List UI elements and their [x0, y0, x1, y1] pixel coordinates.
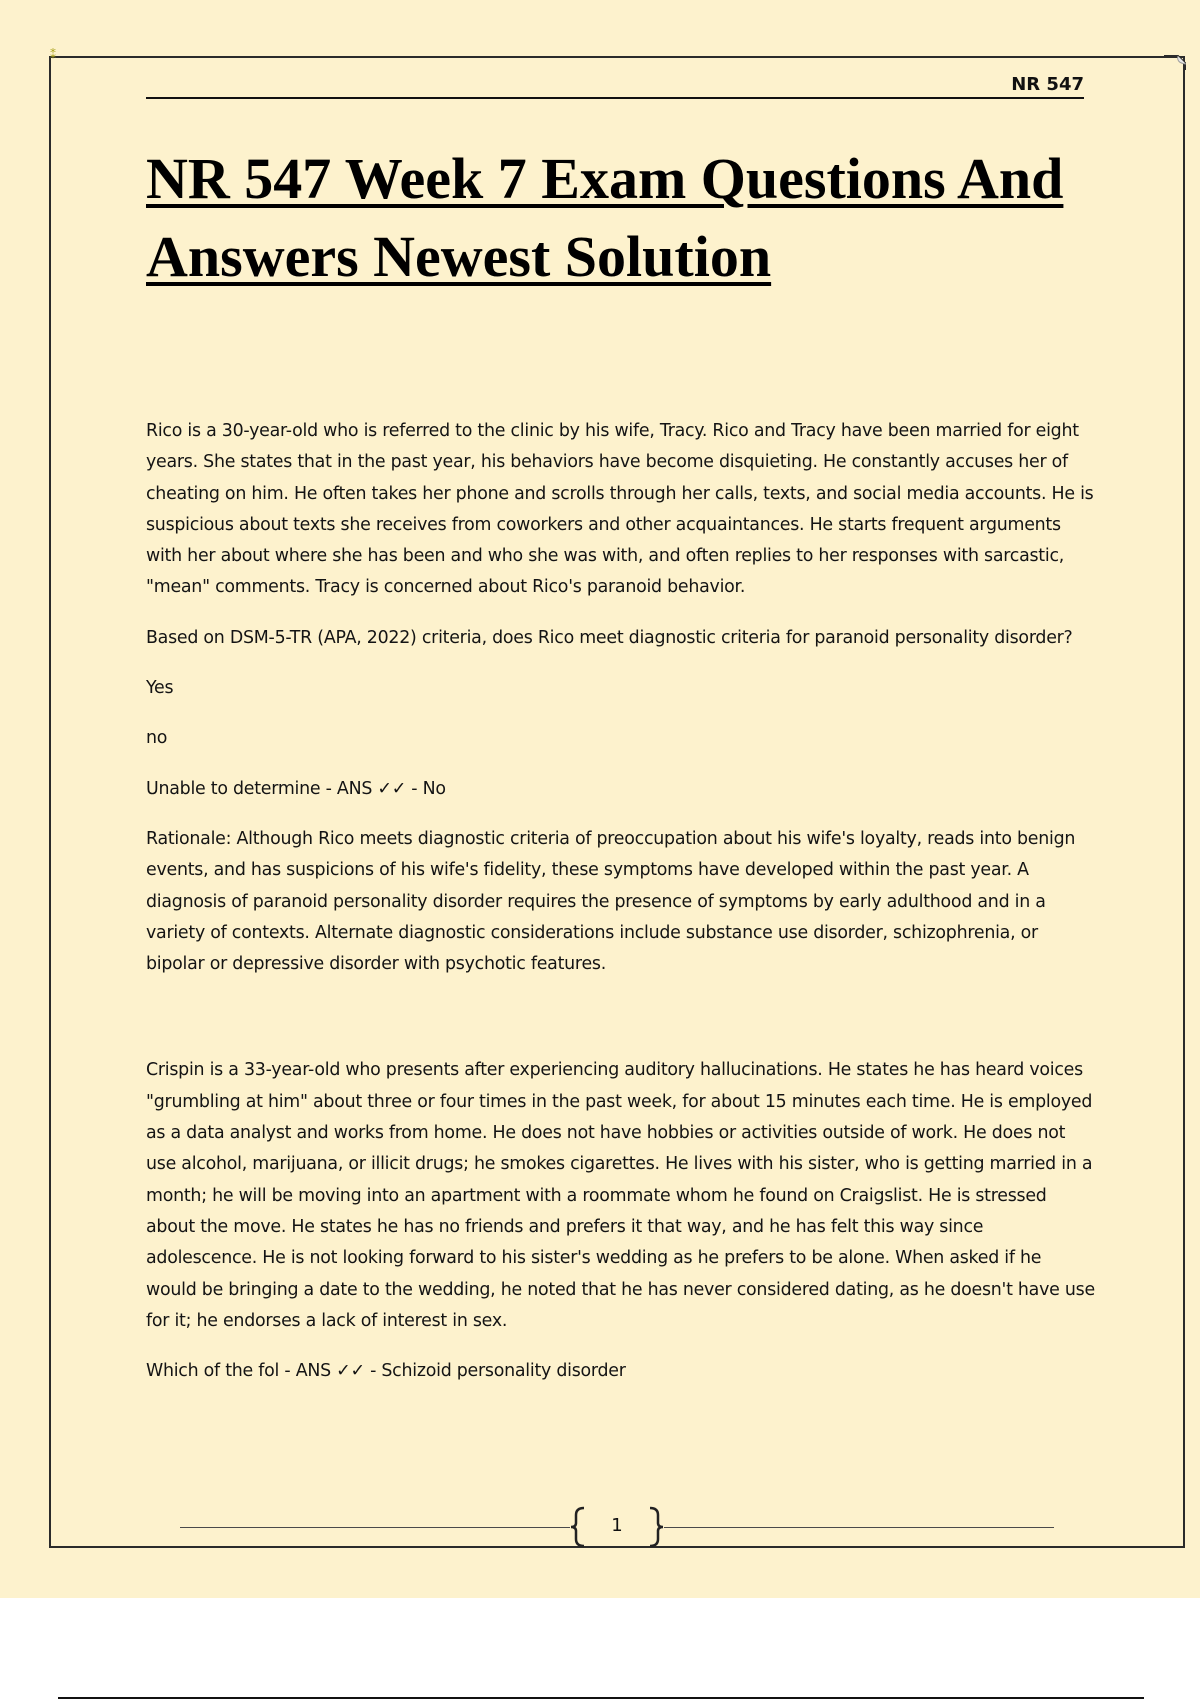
footer-rule-right	[664, 1527, 1054, 1528]
answer-option-yes: Yes	[146, 678, 174, 699]
answer-paragraph: Which of the fol - ANS ✓✓ - Schizoid personality disorder	[146, 1361, 626, 1382]
anchor-mark-icon: ⁑	[50, 48, 56, 62]
footer-rule-left	[180, 1527, 570, 1528]
rationale-paragraph: Rationale: Although Rico meets diagnostic criteria of preoccupation about his wife's loyalty, reads into benign events, and has suspicions of his wife's fidelity, these symptoms have developed within the past year. A diagnosis of paranoid personality disorder requires the presence of symptoms by early adulthood and in a variety of contexts. Alternate diagnostic considerations include substance use disorder, schizophrenia, or bipolar or depressive disorder with psychotic features.	[146, 828, 1076, 975]
answer-option-no: no	[146, 728, 168, 749]
answer-option-unable: Unable to determine - ANS ✓✓ - No	[146, 778, 446, 799]
page-curl-icon	[1164, 54, 1186, 70]
question-paragraph: Based on DSM-5-TR (APA, 2022) criteria, does Rico meet diagnostic criteria for paranoid personality disorder?	[146, 627, 1073, 648]
next-page-top-rule	[58, 1697, 1144, 1699]
header-rule	[146, 97, 1084, 99]
case-paragraph-crispin: Crispin is a 33-year-old who presents after experiencing auditory hallucinations. He states he has heard voices "grumbling at him" about three or four times in the past week, for about 15 minutes each time. He is employed as a data analyst and works from home. He does not have hobbies or activities outside of work. He does not use alcohol, marijuana, or illicit drugs; he smokes cigarettes. He lives with his sister, who is getting married in a month; he will be moving into an apartment with a roommate whom he found on Craigslist. He is stressed about the move. He states he has no friends and prefers it that way, and he has felt this way since adolescence. He is not looking forward to his sister's wedding as he prefers to be alone. When asked if he would be bringing a date to the wedding, he noted that he has never considered dating, as he doesn't have use for it; he endorses a lack of interest in sex.	[146, 1060, 1095, 1331]
document-body	[146, 416, 1096, 1406]
case-paragraph-rico: Rico is a 30-year-old who is referred to the clinic by his wife, Tracy. Rico and Tracy have been married for eight years. She states that in the past year, his behaviors have become disquieting. He constantly accuses her of cheating on him. He often takes her phone and scrolls through her calls, texts, and social media accounts. He is suspicious about texts she receives from coworkers and other acquaintances. He starts frequent arguments with her about where she has been and who she was with, and often replies to her responses with sarcastic, "mean" comments. Tracy is concerned about Rico's paranoid behavior.	[146, 421, 1094, 598]
header-course-code: NR 547	[1011, 74, 1084, 95]
document-title: NR 547 Week 7 Exam Questions And Answers Newest Solution	[146, 146, 1064, 289]
page-number: 1	[611, 1515, 623, 1536]
